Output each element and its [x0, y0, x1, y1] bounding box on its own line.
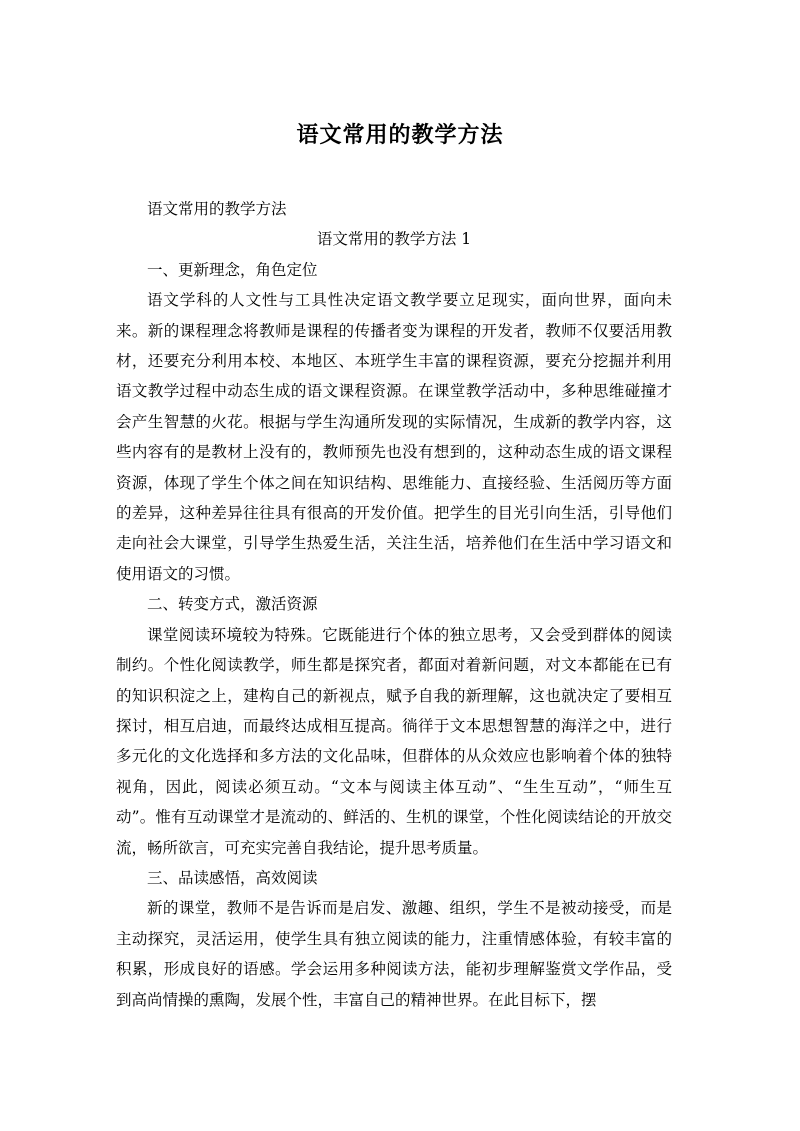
heading-3: 三、品读感悟，高效阅读 — [147, 868, 318, 887]
heading-2: 二、转变方式，激活资源 — [147, 595, 318, 614]
document-title: 语文常用的教学方法 — [296, 123, 504, 148]
document-body — [116, 194, 672, 1015]
paragraph-1: 语文学科的人文性与工具性决定语文教学要立足现实，面向世界，面向未来。新的课程理念将教师是课程的传播者变为课程的开发者，教师不仅要活用教材，还要充分利用本校、本地区、本班学生丰富的课程资源，要充分挖掘并利用语文教学过程中动态生成的语文课程资源。在课堂教学活动中，多种思维碰撞才会产生智慧的火花。根据与学生沟通所发现的实际情况，生成新的教学内容，这些内容有的是教材上没有的，教师预先也没有想到的，这种动态生成的语文课程资源，体现了学生个体之间在知识结构、思维能力、直接经验、生活阅历等方面的差异，这种差异往往具有很高的开发价值。把学生的目光引向生活，引导他们走向社会大课堂，引导学生热爱生活，关注生活，培养他们在生活中学习语文和使用语文的习惯。 — [116, 291, 672, 583]
section-title: 语文常用的教学方法 1 — [316, 230, 472, 249]
heading-1: 一、更新理念，角色定位 — [147, 260, 318, 279]
subtitle-line: 语文常用的教学方法 — [147, 200, 287, 218]
paragraph-2: 课堂阅读环境较为特殊。它既能进行个体的独立思考，又会受到群体的阅读制约。个性化阅读教学，师生都是探究者，都面对着新问题，对文本都能在已有的知识积淀之上，建构自己的新视点，赋予自我的新理解，这也就决定了要相互探讨，相互启迪，而最终达成相互提高。徜徉于文本思想智慧的海洋之中，进行多元化的文化选择和多方法的文化品味，但群体的从众效应也影响着个体的独特视角，因此，阅读必须互动。“文本与阅读主体互动”、“生生互动”，“师生互动”。惟有互动课堂才是流动的、鲜活的、生机的课堂，个性化阅读结论的开放交流，畅所欲言，可充实完善自我结论，提升思考质量。 — [116, 625, 672, 857]
paragraph-3: 新的课堂，教师不是告诉而是启发、激趣、组织，学生不是被动接受，而是主动探究，灵活运用，使学生具有独立阅读的能力，注重情感体验，有较丰富的积累，形成良好的语感。学会运用多种阅读方法，能初步理解鉴赏文学作品，受到高尚情操的熏陶，发展个性，丰富自己的精神世界。在此目标下，摆 — [116, 899, 672, 1009]
